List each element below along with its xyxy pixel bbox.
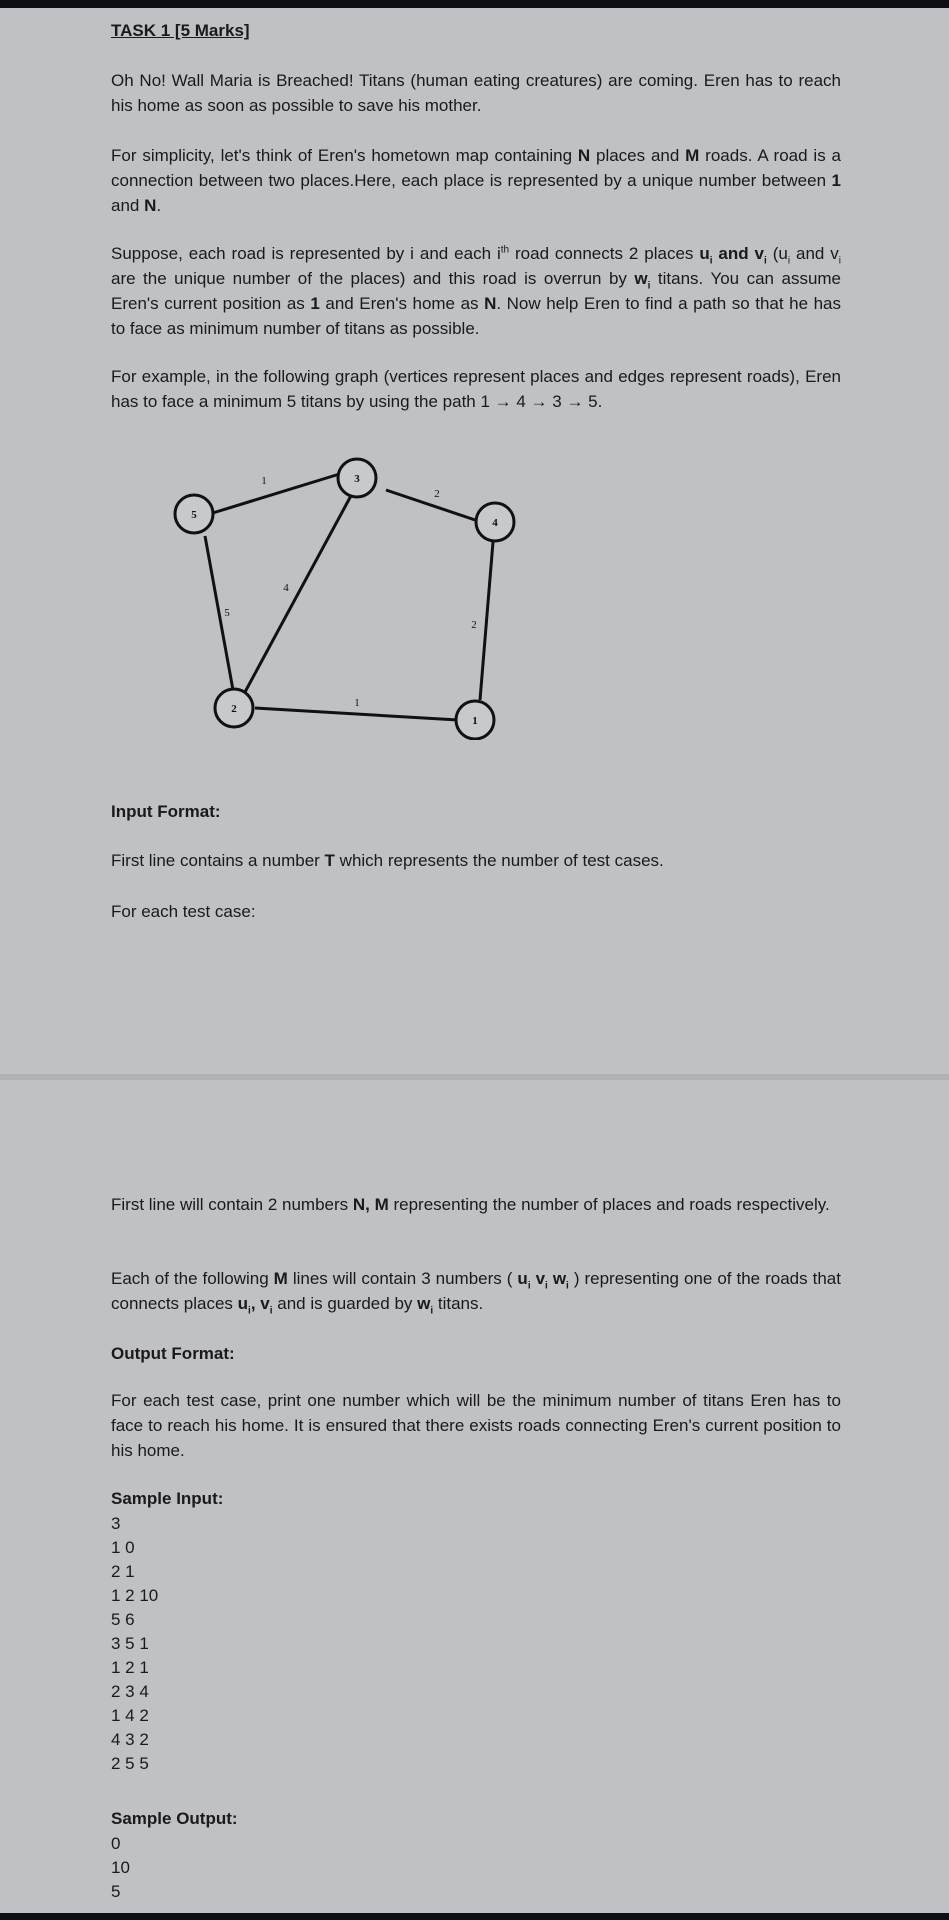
top-bar — [0, 0, 949, 8]
node-label-4: 4 — [492, 517, 498, 529]
sample-output-line: 5 — [111, 1882, 121, 1901]
input-roads-line: Each of the following M lines will contain 3 numbers ( $u_i$ $v_i$ $w_i$ ) representing one of the roads that connects places $u_i$, $v_i$ and is guarded by $w_i$ titans. — [111, 1269, 841, 1317]
sample-input-line: 2 5 5 — [111, 1754, 149, 1773]
output-format-heading: Output Format: — [111, 1344, 235, 1363]
input-each-testcase: For each test case: — [111, 902, 256, 921]
edge-weight-3-2: 4 — [283, 582, 289, 594]
node-label-2: 2 — [231, 703, 237, 715]
example-graph — [160, 450, 520, 740]
input-testcases-line: First line contains a number T which represents the number of test cases. — [111, 851, 664, 870]
sample-output-line: 10 — [111, 1858, 130, 1877]
sample-input-line: 2 1 — [111, 1562, 135, 1581]
edge-5-3 — [203, 472, 346, 516]
edge-2-1 — [255, 708, 458, 720]
edge-weight-5-2: 5 — [224, 607, 230, 619]
sample-input-line: 3 — [111, 1514, 121, 1533]
sample-output-line: 0 — [111, 1834, 121, 1853]
sample-input-line: 1 0 — [111, 1538, 135, 1557]
intro-paragraph: Oh No! Wall Maria is Breached! Titans (human eating creatures) are coming. Eren has to reach his home as soon as possible to save his mother. — [111, 71, 841, 115]
output-description: For each test case, print one number which will be the minimum number of titans Eren has to face to reach his home. It is ensured that there exists roads connecting Eren's current position to his home. — [111, 1391, 841, 1460]
example-paragraph: For example, in the following graph (vertices represent places and edges represent roads), Eren has to face a minimum 5 titans by using the path 1 → 4 → 3 → 5. — [111, 367, 841, 411]
road-paragraph: Suppose, each road is represented by i and each $i^{th}$ road connects 2 places $u_i$ and $v_i$ ($u_i$ and $v_i$ are the unique number of the places) and this road is overrun by $w_i$ titans. You can assume Eren's current position as 1 and Eren's home as N. Now help Eren to find a path so that he has to face as minimum number of titans as possible. — [111, 244, 842, 338]
sample-input-line: 1 4 2 — [111, 1706, 149, 1725]
node-label-3: 3 — [354, 473, 360, 485]
sample-output-block — [111, 1832, 130, 1904]
edge-weight-2-1: 1 — [354, 697, 360, 709]
task-title: TASK 1 [5 Marks] — [111, 21, 250, 40]
sample-input-line: 3 5 1 — [111, 1634, 149, 1653]
node-label-1: 1 — [472, 715, 478, 727]
node-label-5: 5 — [191, 509, 197, 521]
sample-input-heading: Sample Input: — [111, 1489, 224, 1508]
input-nm-line: First line will contain 2 numbers N, M representing the number of places and roads respectively. — [111, 1195, 830, 1214]
edge-weight-4-1: 2 — [471, 619, 477, 631]
edge-weight-5-3: 1 — [261, 475, 267, 487]
edge-4-1 — [480, 542, 493, 700]
sample-input-block — [111, 1512, 158, 1776]
sample-output-heading: Sample Output: — [111, 1809, 238, 1828]
sample-input-line: 4 3 2 — [111, 1730, 149, 1749]
edge-weight-3-4: 2 — [434, 488, 440, 500]
sample-input-line: 1 2 1 — [111, 1658, 149, 1677]
input-format-heading: Input Format: — [111, 802, 221, 821]
page-separator — [0, 1074, 949, 1080]
bottom-bar — [0, 1913, 949, 1920]
sample-input-line: 1 2 10 — [111, 1586, 159, 1605]
sample-input-line: 2 3 4 — [111, 1682, 149, 1701]
edge-3-2 — [245, 492, 353, 692]
map-paragraph: For simplicity, let's think of Eren's hometown map containing N places and M roads. A road is a connection between two places.Here, each place is represented by a unique number between 1 and N. — [111, 146, 841, 215]
sample-input-line: 5 6 — [111, 1610, 135, 1629]
